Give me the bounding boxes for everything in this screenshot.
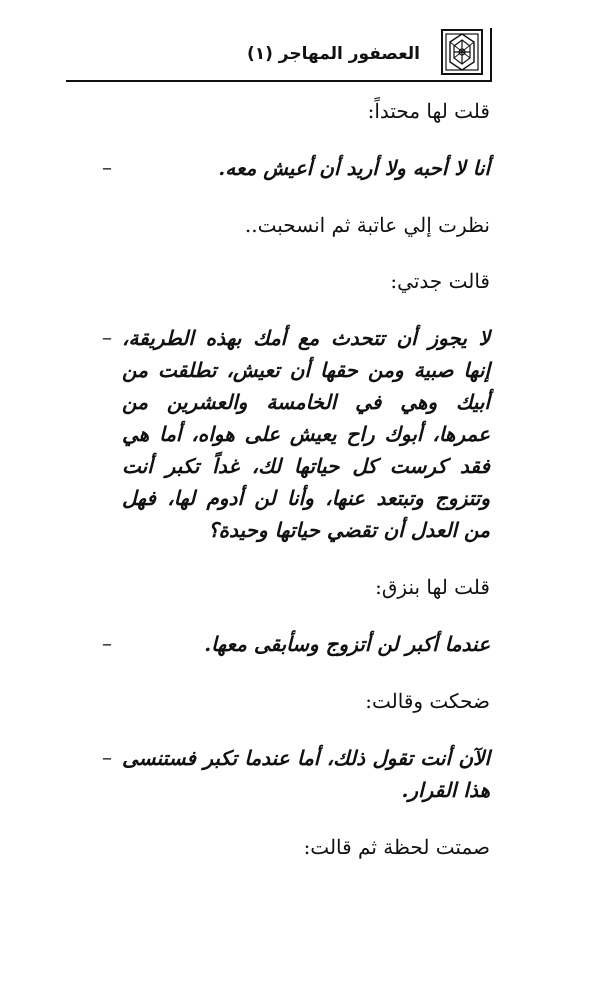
dialogue-text: لا يجوز أن تتحدث مع أمك بهذه الطريقة، إنها صبية ومن حقها أن تعيش، تطلقت من أبيك وهي في الخامسة والعشرين من عمرها، أبوك راح يعيش على هواه، أما هي فقد كرست كل حياتها لك، غداً تكبر أنت وتتزوج وتبتعد عنها، وأنا لن أدوم لها، فهل من العدل أن تقضي حياتها وحيدة؟	[122, 326, 490, 542]
narration-line: قلت لها محتداً:	[367, 99, 490, 123]
square-knot-ornament-icon	[440, 28, 484, 76]
dialogue-text: أنا لا أحبه ولا أريد أن أعيش معه.	[218, 156, 490, 180]
header-rule	[66, 80, 490, 82]
dialogue-item	[66, 322, 490, 546]
dialogue-item	[66, 152, 490, 184]
page-body	[66, 96, 490, 888]
narration-line: قالت جدتي:	[390, 269, 490, 293]
dialogue-dash: –	[102, 325, 112, 349]
dialogue-dash: –	[102, 745, 112, 769]
dialogue-dash: –	[102, 631, 112, 655]
narration-line: قلت لها بنزق:	[375, 575, 490, 599]
running-header-title: العصفور المهاجر (١)	[246, 44, 420, 64]
dialogue-item	[66, 742, 490, 806]
narration-line: ضحكت وقالت:	[365, 689, 490, 713]
narration-line: صمتت لحظة ثم قالت:	[303, 835, 490, 859]
dialogue-item	[66, 628, 490, 660]
narration-line: نظرت إلي عاتبة ثم انسحبت..	[244, 213, 490, 237]
dialogue-text: الآن أنت تقول ذلك، أما عندما تكبر فستنسى هذا القرار.	[122, 746, 490, 802]
dialogue-text: عندما أكبر لن أتزوج وسأبقى معها.	[204, 632, 490, 656]
header-vertical-rule	[490, 28, 492, 82]
dialogue-dash: –	[102, 155, 112, 179]
